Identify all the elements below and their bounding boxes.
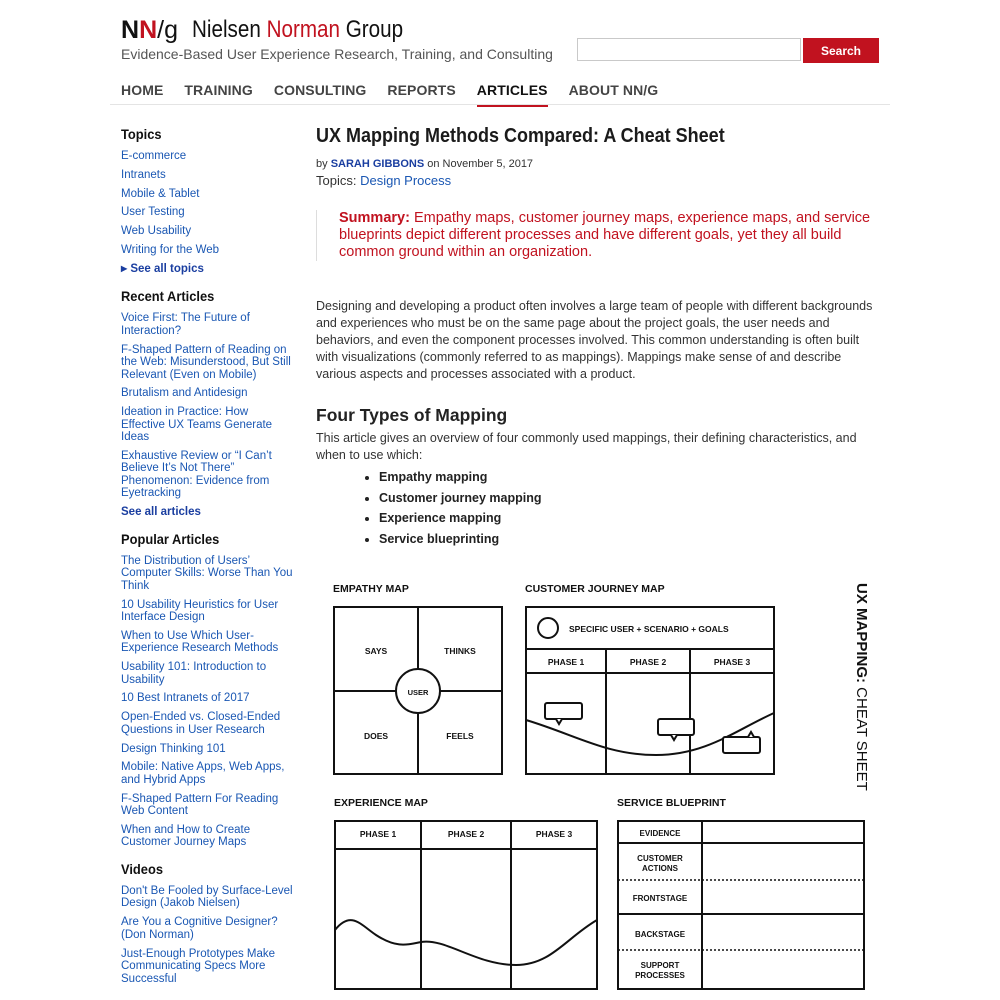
article-link[interactable]: F-Shaped Pattern of Reading on the Web: Misunderstood, But Still Relevant (Even on Mobile) [121,343,291,381]
topics-heading: Topics [121,126,162,142]
list-item [121,450,293,500]
search-button[interactable]: Search [803,38,879,63]
nav-about[interactable]: ABOUT NN/G [568,82,659,98]
article-link[interactable]: Design Thinking 101 [121,742,226,755]
empathy-map-title: EMPATHY MAP [333,583,409,595]
summary-label: Summary: [339,210,410,226]
cheat-sheet-side-title: UX MAPPING: CHEAT SHEET [853,583,870,791]
topic-link[interactable]: Writing for the Web [121,243,220,256]
videos-heading: Videos [121,860,164,877]
experience-map-title: EXPERIENCE MAP [334,797,428,809]
list-item [121,948,293,986]
recent-articles-list [121,312,293,518]
video-link[interactable]: Are You a Cognitive Designer? (Don Norman) [121,916,278,941]
service-blueprint-title: SERVICE BLUEPRINT [617,797,726,809]
sidebar [121,126,293,991]
article-link[interactable]: Usability 101: Introduction to Usability [121,661,267,686]
nav-home[interactable]: HOME [121,82,164,98]
video-link[interactable]: Don't Be Fooled by Surface-Level Design (Jakob Nielsen) [121,884,293,910]
list-item [121,885,293,910]
byline [316,158,533,170]
topic-link[interactable]: Web Usability [121,225,192,238]
blueprint-actions: ACTIONS [642,864,678,873]
journey-phase-2: PHASE 2 [629,657,667,667]
ux-mapping-cheat-sheet-figure [316,570,886,1000]
list-item [121,406,293,444]
list-item [121,743,293,756]
list-item [121,692,293,705]
logo-mark: NN/g [121,15,178,44]
article-topics [316,173,451,188]
list-item [121,630,293,655]
journey-phase-3: PHASE 3 [713,657,751,667]
article-link[interactable]: The Distribution of Users’ Computer Skills: Worse Than You Think [121,554,293,592]
list-item [121,206,293,219]
list-item [121,150,293,163]
article-link[interactable]: When to Use Which User-Experience Research Methods [121,629,279,655]
intro-paragraph: Designing and developing a product often involves a large team of people with different backgrounds and experiences who must be on the same page about the project goals, the user needs and behaviors, and even the component processes involved. This common understanding is often built with visualizations (commonly referred to as mappings). Mappings make sense of and describe various aspects and processes associated with a product. [316,299,873,381]
journey-header: SPECIFIC USER + SCENARIO + GOALS [569,624,729,634]
topics-list [121,150,293,276]
publish-date: on November 5, 2017 [427,158,534,170]
experience-phase-3: PHASE 3 [535,829,573,839]
article-summary [316,210,884,261]
list-item: • Service blueprinting [379,532,542,546]
list-item [121,599,293,624]
topic-link[interactable]: User Testing [121,206,185,219]
nav-consulting[interactable]: CONSULTING [273,82,367,98]
list-item [121,263,293,277]
author-link[interactable]: SARAH GIBBONS [330,158,425,170]
byline-by: by [316,158,328,170]
topic-link[interactable]: Intranets [121,168,166,181]
blueprint-support: SUPPORT [640,961,680,970]
search-input[interactable] [577,38,801,61]
blueprint-processes: PROCESSES [635,971,685,980]
list-item [121,312,293,337]
empathy-feels: FEELS [446,731,474,741]
tagline: Evidence-Based User Experience Research, Training, and Consulting [121,46,553,62]
empathy-thinks: THINKS [444,646,476,656]
list-item [121,661,293,686]
nav-training[interactable]: TRAINING [184,82,253,98]
blueprint-frontstage: FRONTSTAGE [632,894,688,903]
list-item [121,824,293,849]
see-all-topics-link[interactable]: ▶ See all topics [121,262,204,275]
topics-label: Topics: [316,173,357,188]
list-item [121,169,293,182]
list-item: • Empathy mapping [379,470,542,484]
article-link[interactable]: 10 Usability Heuristics for User Interface Design [121,598,279,624]
nav-reports[interactable]: REPORTS [387,82,456,98]
video-link[interactable]: Just-Enough Prototypes Make Communicating Specs More Successful [121,947,276,985]
brand-name: Nielsen Norman Group [191,16,404,43]
caret-right-icon: ▶ [121,263,128,273]
blueprint-backstage: BACKSTAGE [634,930,686,939]
mapping-types-list [363,470,542,552]
topic-link[interactable]: Mobile & Tablet [121,187,200,200]
section-heading: Four Types of Mapping [316,405,508,425]
article-link[interactable]: Voice First: The Future of Interaction? [121,312,250,337]
empathy-says: SAYS [364,646,388,656]
article-link[interactable]: Exhaustive Review or “I Can’t Believe It’s Not There” Phenomenon: Evidence from Eyetracking [121,449,272,500]
experience-phase-1: PHASE 1 [359,829,397,839]
journey-phase-1: PHASE 1 [547,657,585,667]
videos-list [121,885,293,985]
summary-text: Empathy maps, customer journey maps, experience maps, and service blueprints depict different processes and have different goals, yet they all build common ground within an organization. [339,210,871,260]
article-link[interactable]: Mobile: Native Apps, Web Apps, and Hybrid Apps [121,761,285,786]
blueprint-customer: CUSTOMER [637,854,683,863]
list-item: • Experience mapping [379,511,542,525]
empathy-user: USER [407,688,429,697]
blueprint-evidence: EVIDENCE [639,829,681,838]
list-item [121,793,293,818]
nng-logo[interactable] [121,16,437,44]
article-link[interactable]: F-Shaped Pattern For Reading Web Content [121,792,279,818]
list-item [121,244,293,257]
list-item [121,188,293,201]
see-all-articles-link[interactable]: See all articles [121,506,201,519]
list-item [121,506,293,519]
list-item [121,916,293,941]
list-item [121,344,293,382]
empathy-does: DOES [363,731,389,741]
experience-phase-2: PHASE 2 [447,829,485,839]
list-item [121,225,293,238]
section-intro: This article gives an overview of four commonly used mappings, their defining characteristics, and when to use which: [316,431,857,462]
list-item: • Customer journey mapping [379,491,542,505]
article-link[interactable]: Brutalism and Antidesign [121,387,248,400]
recent-articles-heading: Recent Articles [121,288,215,305]
list-item [121,761,293,786]
article-link[interactable]: Ideation in Practice: How Effective UX Teams Generate Ideas [121,406,273,444]
article-link[interactable]: Open-Ended vs. Closed-Ended Questions in User Research [121,711,281,736]
popular-articles-list [121,555,293,849]
topic-link[interactable]: Design Process [360,173,452,188]
article-link[interactable]: 10 Best Intranets of 2017 [121,692,250,705]
popular-articles-heading: Popular Articles [121,530,220,547]
journey-map-title: CUSTOMER JOURNEY MAP [525,583,665,595]
nav-divider [110,104,890,105]
list-item [121,387,293,400]
list-item [121,555,293,593]
article-title: UX Mapping Methods Compared: A Cheat Sheet [316,125,725,147]
topic-link[interactable]: E-commerce [121,150,187,162]
article-link[interactable]: When and How to Create Customer Journey Maps [121,823,251,849]
nav-articles[interactable]: ARTICLES [477,82,548,107]
list-item [121,711,293,736]
